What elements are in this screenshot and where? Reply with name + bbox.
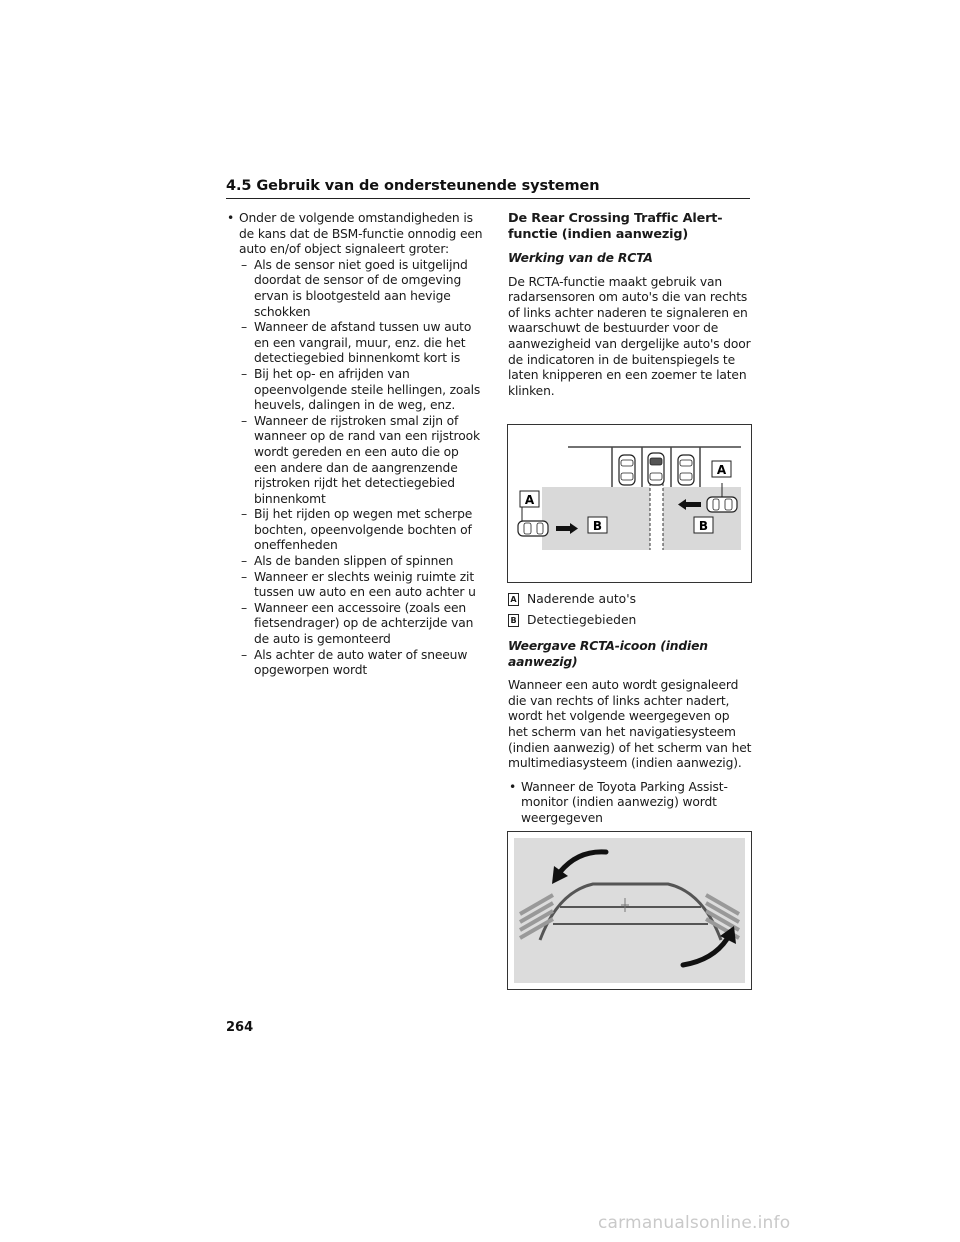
list-item-text: Bij het rijden op wegen met scherpe bochten, opeenvolgende bochten of oneffenheden (254, 507, 473, 553)
list-item: – Als de banden slippen of spinnen (241, 554, 454, 569)
parked-car-icon (619, 455, 635, 485)
label-a-left (520, 491, 539, 507)
legend-tag: A (508, 593, 519, 606)
list-item: – Als achter de auto water of sneeuw opgeworpen wordt (241, 647, 468, 678)
intro-bullet: • Onder de volgende omstandigheden is de kans dat de BSM-functie onnodig een auto en/of object signaleert groter: (226, 211, 484, 258)
legend-text: Naderende auto's (527, 592, 636, 606)
list-item: – Wanneer de rijstroken smal zijn of wanneer op de rand van een rijstrook wordt gereden en een auto die op een andere dan de aangrenzende rijstroken rijdt het detectiegebied binnenkomt (241, 413, 480, 506)
parking-diagram-svg (508, 425, 751, 582)
label-b-left (588, 517, 607, 533)
list-item: – Wanneer de afstand tussen uw auto en een vangrail, muur, enz. die het detectiegebied binnenkomt kort is (241, 320, 472, 366)
rcta-diagram (507, 424, 752, 583)
parked-car-icon (648, 453, 664, 485)
section-divider (226, 198, 750, 199)
legend-item-b (508, 613, 636, 628)
rcta-subheading: Werking van de RCTA (508, 251, 653, 265)
list-item: – Bij het op- en afrijden van opeenvolgende steile hellingen, zoals heuvels, dalingen in de weg, enz. (241, 366, 481, 413)
list-item-text: Als de sensor niet goed is uitgelijnd doordat de sensor of de omgeving ervan is blootgesteld aan hevige schokken (254, 257, 468, 319)
parking-assist-bullet: • Wanneer de Toyota Parking Assist-monitor (indien aanwezig) wordt weergegeven (508, 780, 752, 827)
parked-car-icon (678, 455, 694, 485)
list-item-text: Als de banden slippen of spinnen (254, 554, 454, 569)
camera-screen-svg (508, 832, 751, 989)
list-item: – Als de sensor niet goed is uitgelijnd doordat de sensor of de omgeving ervan is blootgesteld aan hevige schokken (241, 257, 468, 319)
label-a-right (712, 461, 731, 477)
watermark: carmanualsonline.info (598, 1213, 791, 1233)
rcta-paragraph: De RCTA-functie maakt gebruik van radarsensoren om auto's die van rechts of links achter naderen te signaleren en waarschuwt de bestuurder voor de aanwezigheid van dergelijke auto's door de indicatoren in de buitenspiegels te laten knipperen en een zoemer te laten klinken. (508, 274, 751, 398)
list-item: – Wanneer er slechts weinig ruimte zit tussen uw auto en een auto achter u (241, 569, 476, 600)
screen-background (514, 838, 745, 983)
right-column (508, 211, 752, 399)
svg-text:A: A (716, 463, 727, 477)
rcta-heading: De Rear Crossing Traffic Alert-functie (indien aanwezig) (508, 211, 723, 242)
svg-text:A: A (524, 493, 535, 507)
rcta-screen-figure (507, 831, 752, 990)
approaching-car-left-icon (518, 521, 548, 536)
svg-text:B: B (592, 519, 603, 533)
list-item-text: Wanneer er slechts weinig ruimte zit tussen uw auto en een auto achter u (254, 569, 476, 600)
approaching-car-right-icon (707, 497, 737, 512)
svg-text:B: B (698, 519, 709, 533)
left-column (226, 211, 484, 679)
list-item-text: Wanneer de rijstroken smal zijn of wanneer op de rand van een rijstrook wordt gereden en een auto die op een andere dan de aangrenzende rijstroken rijdt het detectiegebied binnenkomt (254, 413, 480, 506)
label-b-right (694, 517, 713, 533)
list-item-text: Wanneer een accessoire (zoals een fietsendrager) op de achterzijde van de auto is gemonteerd (254, 600, 474, 647)
list-item: – Bij het rijden op wegen met scherpe bochten, opeenvolgende bochten of oneffenheden (241, 507, 473, 553)
list-item-text: Als achter de auto water of sneeuw opgeworpen wordt (254, 647, 468, 678)
list-item-text: Wanneer de afstand tussen uw auto en een vangrail, muur, enz. die het detectiegebied binnenkomt kort is (254, 320, 472, 366)
page-number: 264 (226, 1020, 254, 1035)
list-item-text: Bij het op- en afrijden van opeenvolgende steile hellingen, zoals heuvels, dalingen in de weg, enz. (254, 366, 481, 413)
legend-text: Detectiegebieden (527, 613, 637, 627)
list-item: – Wanneer een accessoire (zoals een fietsendrager) op de achterzijde van de auto is gemonteerd (241, 600, 474, 647)
legend-item-a (508, 592, 636, 607)
rcta-icon-subheading: Weergave RCTA-icoon (indien aanwezig) (508, 639, 708, 669)
legend-tag: B (508, 614, 519, 627)
rcta-icon-paragraph: Wanneer een auto wordt gesignaleerd die van rechts of links achter nadert, wordt het volgende weergegeven op het scherm van het navigatiesysteem (indien aanwezig) of het scherm van het multimediasysteem (indien aanwezig). (508, 678, 752, 771)
section-title: 4.5 Gebruik van de ondersteunende systemen (226, 178, 600, 194)
right-column-lower (508, 639, 752, 827)
